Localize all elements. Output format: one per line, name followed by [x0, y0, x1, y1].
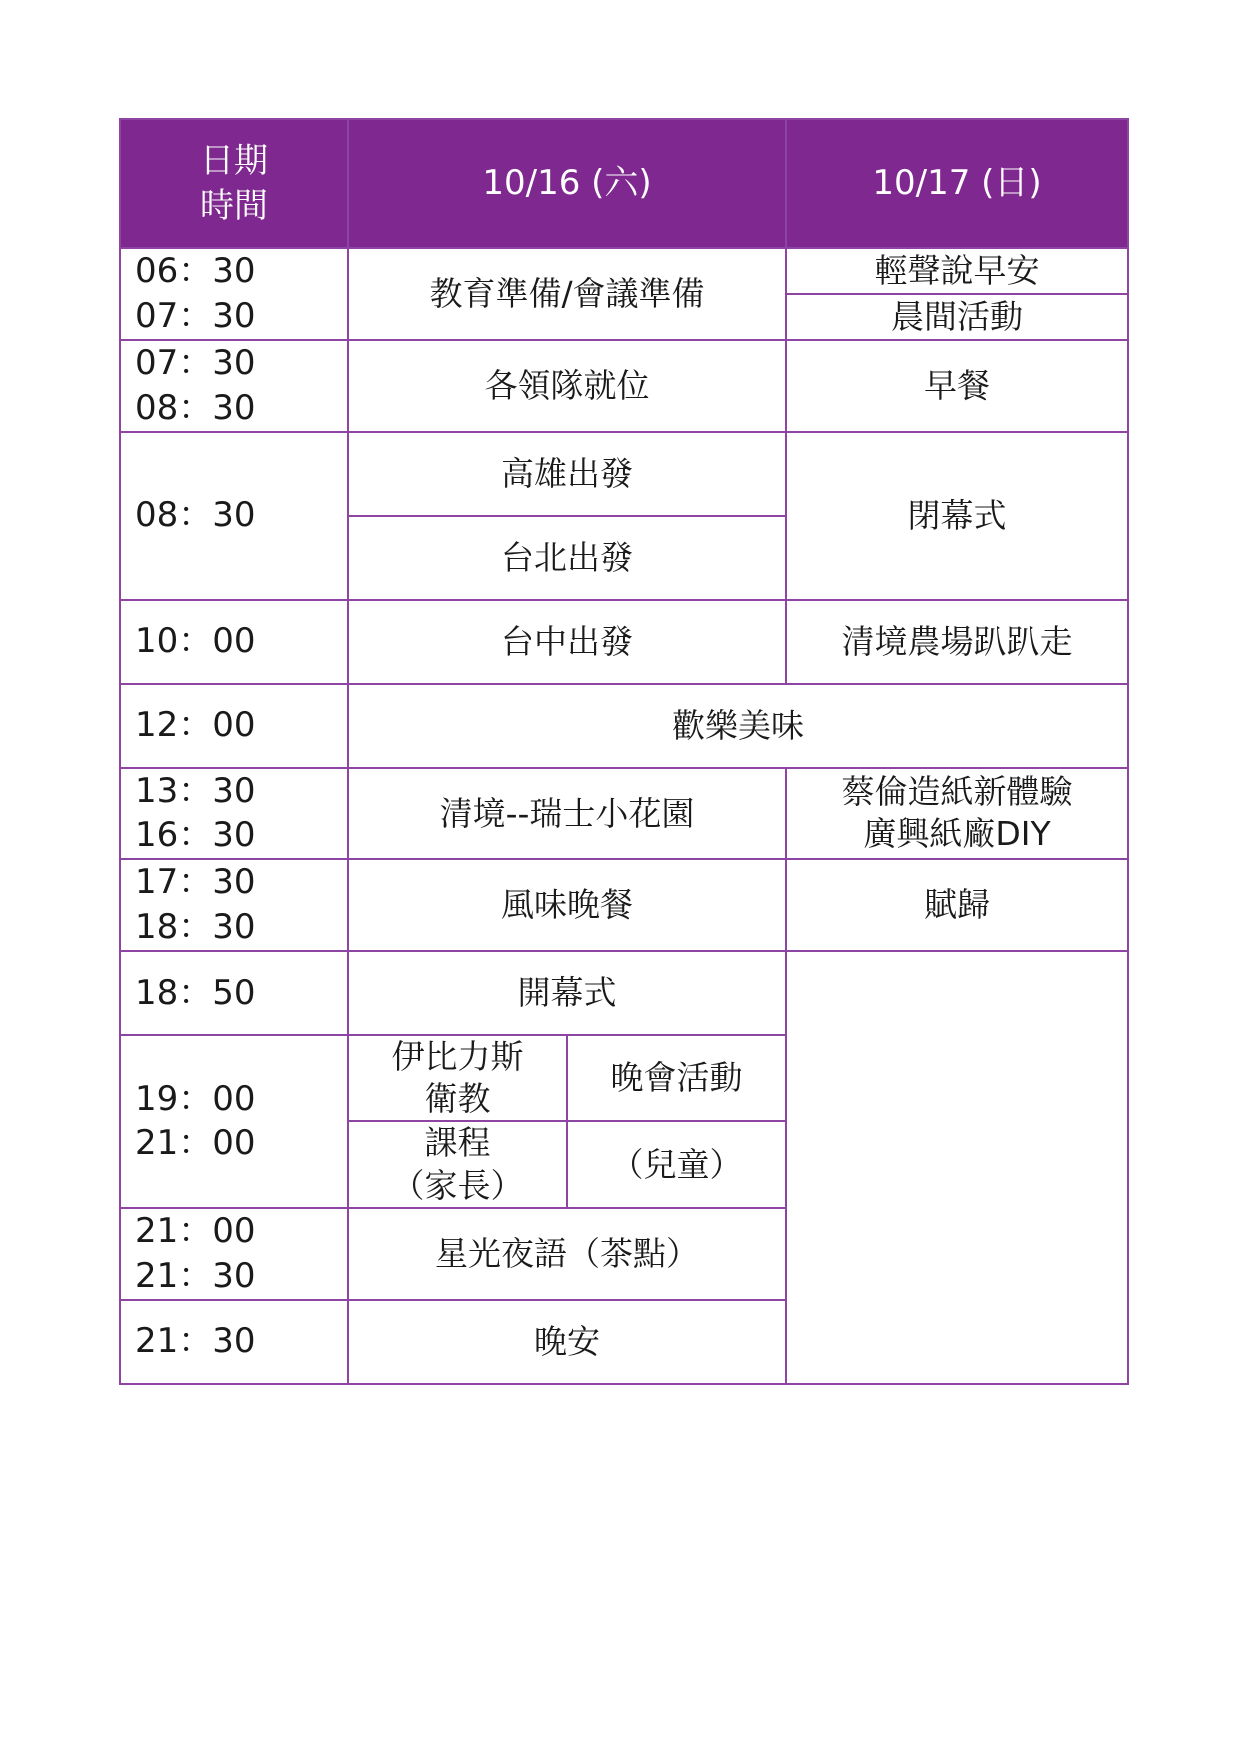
time-cell	[120, 859, 348, 951]
day2-line: 蔡倫造紙新體驗	[841, 772, 1073, 812]
day2-cell: 賦歸	[786, 859, 1128, 951]
time-cell	[120, 768, 348, 860]
table-row	[120, 248, 1128, 294]
time-end: 07：30	[135, 295, 256, 336]
schedule-table	[119, 118, 1129, 1385]
day2-cell: 早餐	[786, 340, 1128, 432]
day1-cell: 台北出發	[348, 516, 786, 600]
time-cell: 08：30	[120, 432, 348, 600]
table-row	[120, 432, 1128, 516]
course-line: 衛教	[424, 1079, 491, 1119]
time-cell: 18：50	[120, 951, 348, 1035]
day1-cell: 風味晚餐	[348, 859, 786, 951]
course-line: （家長）	[391, 1165, 524, 1205]
day1-cell: 晚安	[348, 1300, 786, 1384]
day2-empty-cell	[786, 951, 1128, 1384]
day1-cell: 清境--瑞士小花園	[348, 768, 786, 860]
header-date-time	[120, 119, 348, 248]
time-cell: 21：30	[120, 1300, 348, 1384]
children-cell: （兒童）	[567, 1121, 786, 1207]
day2-cell: 輕聲說早安	[786, 248, 1128, 294]
day2-line: 廣興紙廠DIY	[863, 814, 1051, 854]
header-day1: 10/16 (六)	[348, 119, 786, 248]
time-end: 18：30	[135, 907, 256, 948]
time-cell	[120, 1208, 348, 1300]
day2-cell: 晨間活動	[786, 294, 1128, 340]
time-cell: 12：00	[120, 684, 348, 768]
day1-cell: 教育準備/會議準備	[348, 248, 786, 340]
time-cell	[120, 1035, 348, 1208]
day1-cell: 台中出發	[348, 600, 786, 684]
header-date-label: 日期	[200, 141, 268, 182]
day1-cell: 高雄出發	[348, 432, 786, 516]
time-cell	[120, 248, 348, 340]
time-end: 21：30	[135, 1255, 256, 1296]
parent-course-cell	[348, 1035, 567, 1121]
time-cell	[120, 340, 348, 432]
both-days-cell: 歡樂美味	[348, 684, 1128, 768]
time-start: 17：30	[135, 862, 256, 903]
time-start: 21：00	[135, 1210, 256, 1251]
header-row	[120, 119, 1128, 248]
table-row	[120, 600, 1128, 684]
time-end: 21：00	[135, 1123, 256, 1164]
day2-cell: 閉幕式	[786, 432, 1128, 600]
day1-cell: 各領隊就位	[348, 340, 786, 432]
time-start: 07：30	[135, 342, 256, 383]
day2-cell	[786, 768, 1128, 860]
table-row	[120, 859, 1128, 951]
course-line: 伊比力斯	[391, 1037, 524, 1076]
table-row	[120, 951, 1128, 1035]
table-row	[120, 340, 1128, 432]
table-row	[120, 768, 1128, 860]
time-cell: 10：00	[120, 600, 348, 684]
time-end: 16：30	[135, 815, 256, 856]
day2-cell: 清境農場趴趴走	[786, 600, 1128, 684]
day1-cell: 開幕式	[348, 951, 786, 1035]
evening-activity-cell: 晚會活動	[567, 1035, 786, 1121]
time-start: 19：00	[135, 1078, 256, 1119]
time-start: 06：30	[135, 251, 256, 291]
time-end: 08：30	[135, 387, 256, 428]
parent-course-cell	[348, 1121, 567, 1207]
table-row	[120, 684, 1128, 768]
header-time-label: 時間	[200, 185, 268, 226]
time-start: 13：30	[135, 770, 256, 811]
day1-cell: 星光夜語（茶點）	[348, 1208, 786, 1300]
header-day2: 10/17 (日)	[786, 119, 1128, 248]
course-line: 課程	[424, 1123, 491, 1163]
